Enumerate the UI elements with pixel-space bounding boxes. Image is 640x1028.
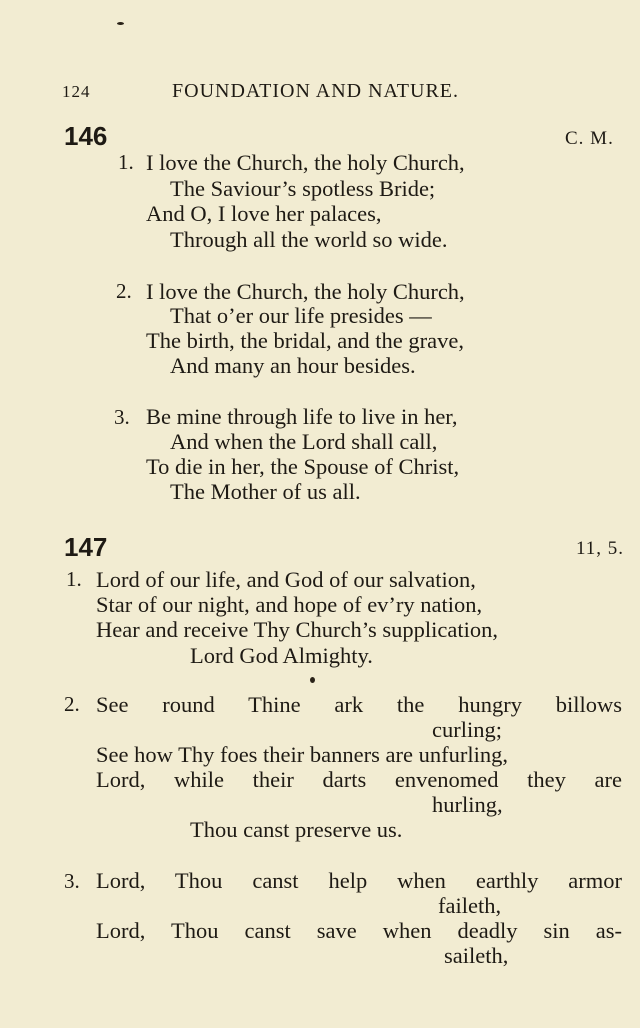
verse-line: See how Thy foes their banners are unfurling, bbox=[96, 742, 508, 767]
verse-line: Hear and receive Thy Church’s supplication, bbox=[96, 617, 498, 642]
verse-line: Lord of our life, and God of our salvation, bbox=[96, 567, 476, 592]
hymn-number: 146 bbox=[64, 121, 108, 151]
verse-number: 3. bbox=[64, 869, 80, 893]
verse-line: curling; bbox=[432, 717, 502, 742]
verse-line: I love the Church, the holy Church, bbox=[146, 279, 465, 304]
verse-number: 2. bbox=[116, 279, 132, 303]
running-title: FOUNDATION AND NATURE. bbox=[172, 80, 459, 102]
hymn-number: 147 bbox=[64, 532, 108, 562]
hymn-meter: C. M. bbox=[565, 128, 614, 149]
verse-line: Lord, while their darts envenomed they are bbox=[96, 767, 622, 792]
verse-line: The birth, the bridal, and the grave, bbox=[146, 328, 465, 353]
verse-line: The Saviour’s spotless Bride; bbox=[170, 176, 436, 201]
verse-line: hurling, bbox=[432, 792, 503, 817]
verse-number: 3. bbox=[114, 405, 130, 429]
verse-line: Be mine through life to live in her, bbox=[146, 404, 458, 429]
verse-line: See round Thine ark the hungry billows bbox=[96, 692, 622, 717]
verse-line: saileth, bbox=[444, 943, 509, 968]
verse-line: Lord, Thou canst save when deadly sin as- bbox=[96, 918, 622, 943]
verse-line: Lord, Thou canst help when earthly armor bbox=[96, 868, 622, 893]
verse-line: The Mother of us all. bbox=[170, 479, 361, 504]
verse-line: I love the Church, the holy Church, bbox=[146, 150, 465, 175]
page-header bbox=[62, 80, 518, 110]
verse-line: Star of our night, and hope of ev’ry nation, bbox=[96, 592, 483, 617]
verse-line: Lord God Almighty. bbox=[190, 643, 373, 668]
verse-line: And when the Lord shall call, bbox=[170, 429, 438, 454]
verse-number: 1. bbox=[118, 150, 134, 174]
verse-number: 2. bbox=[64, 692, 80, 716]
hymn-meter: 11, 5. bbox=[576, 538, 625, 559]
ink-fleck bbox=[310, 677, 315, 683]
verse-line: And many an hour besides. bbox=[170, 353, 416, 378]
verse-line: Through all the world so wide. bbox=[170, 227, 448, 252]
verse-number: 1. bbox=[66, 567, 82, 591]
verse-line: faileth, bbox=[438, 893, 502, 918]
verse-line: That o’er our life presides — bbox=[170, 303, 432, 328]
verse-line: Thou canst preserve us. bbox=[190, 817, 403, 842]
ink-fleck bbox=[117, 22, 124, 25]
page-number: 124 bbox=[62, 82, 91, 101]
verse-line: To die in her, the Spouse of Christ, bbox=[146, 454, 460, 479]
verse-line: And O, I love her palaces, bbox=[146, 201, 382, 226]
